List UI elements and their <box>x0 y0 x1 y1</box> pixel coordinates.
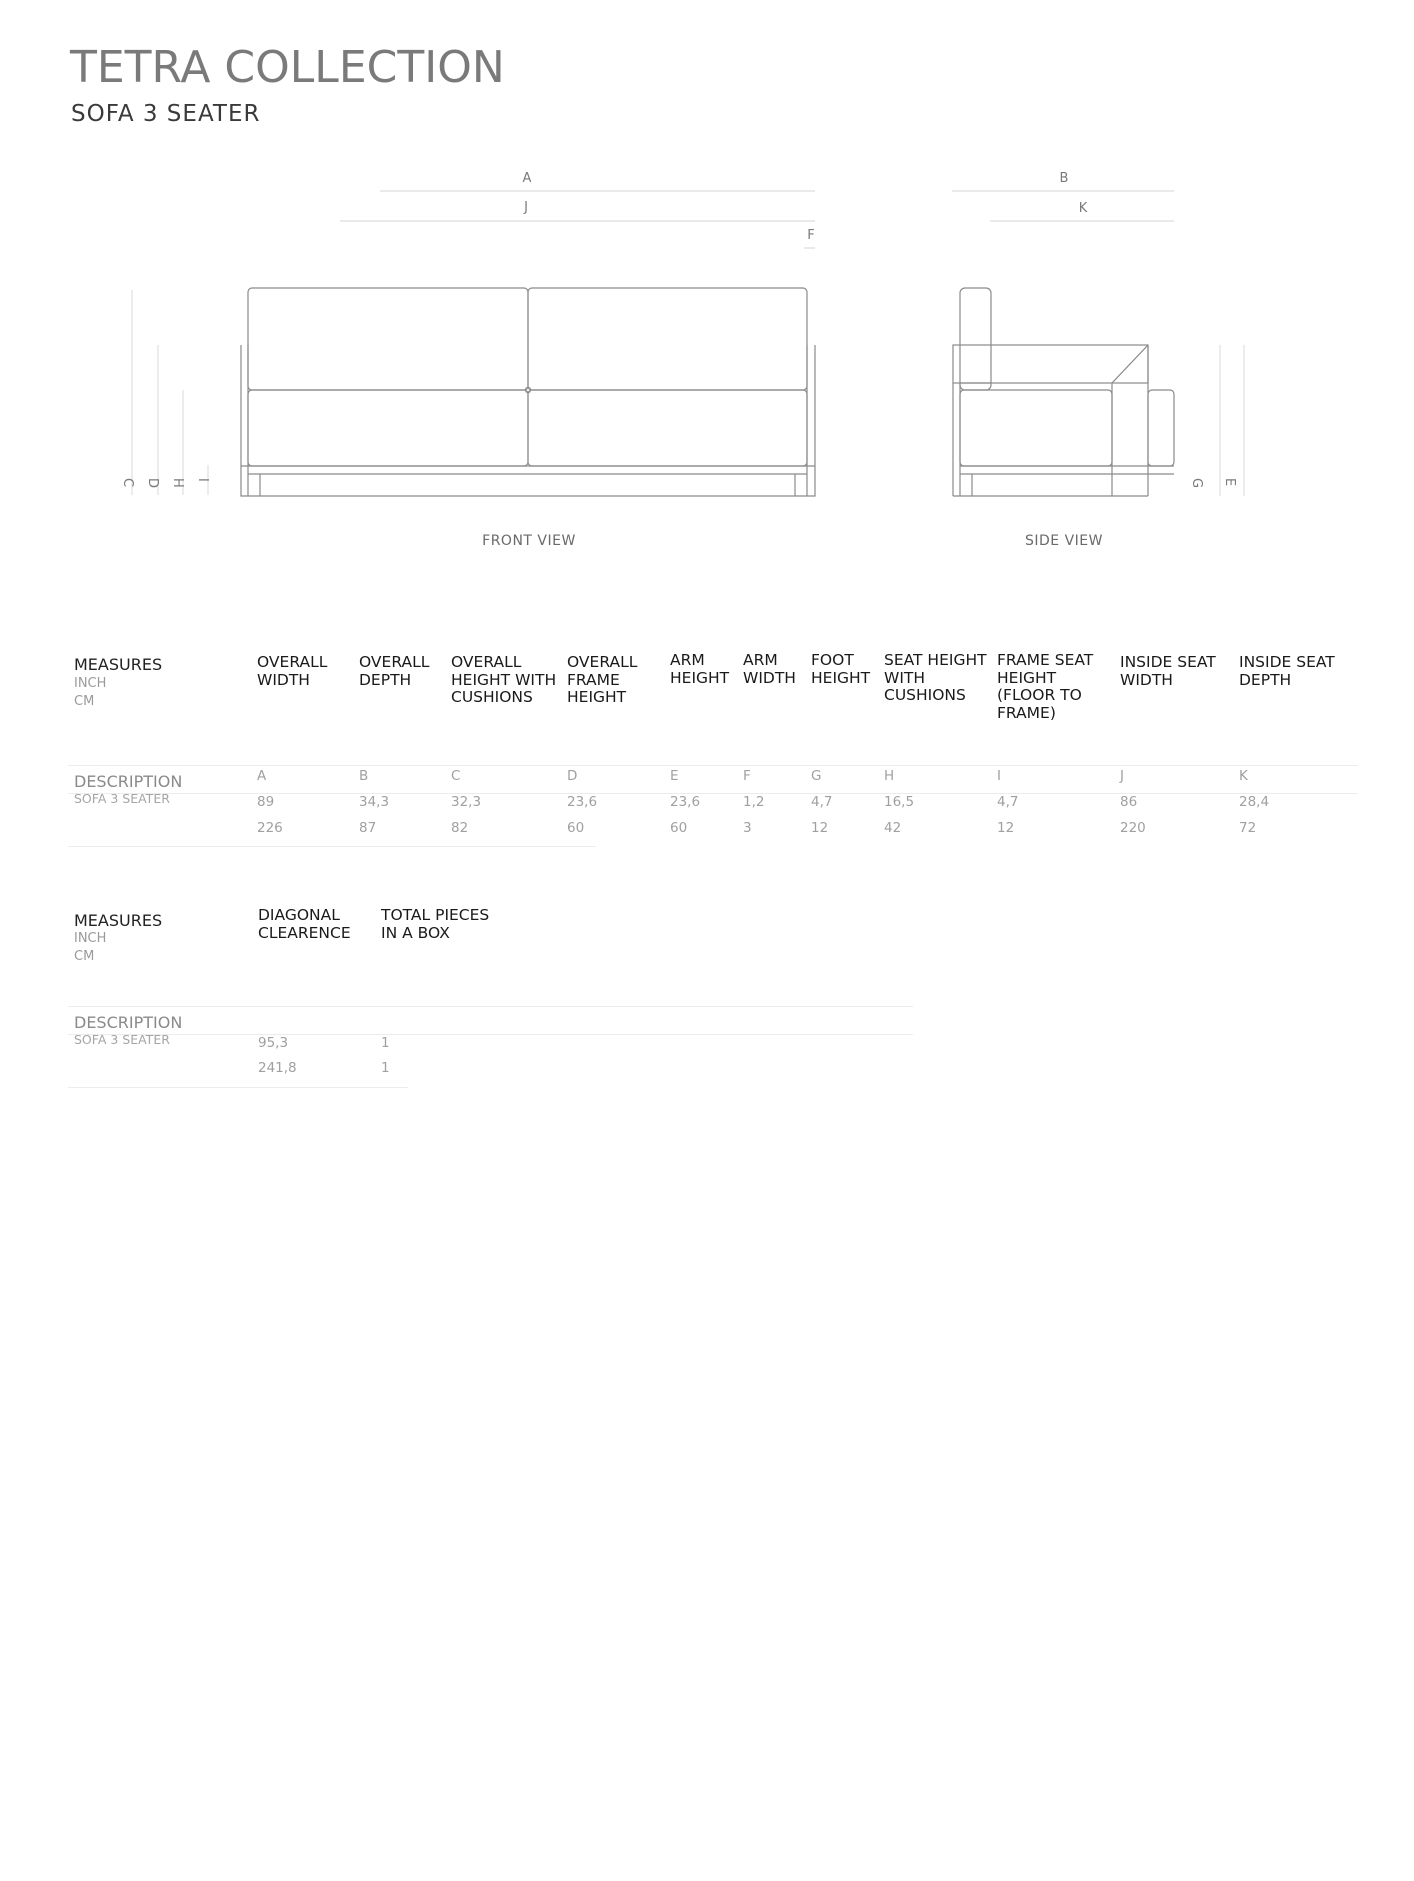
cell-inch: 16,5 <box>884 794 915 810</box>
product-name: SOFA 3 SEATER <box>74 1032 170 1047</box>
col-header-inside-seat-width: INSIDE SEAT WIDTH <box>1120 653 1216 689</box>
product-subtitle: SOFA 3 SEATER <box>71 101 261 127</box>
cell-cm: 60 <box>567 820 585 836</box>
description-heading: DESCRIPTION <box>74 772 183 791</box>
technical-drawing <box>0 0 1414 580</box>
cell-inch: 32,3 <box>451 794 482 810</box>
cell-inch: 1 <box>381 1035 390 1051</box>
col-header-inside-seat-depth: INSIDE SEAT DEPTH <box>1239 653 1335 689</box>
cell-inch: 23,6 <box>567 794 598 810</box>
cell-cm: 82 <box>451 820 469 836</box>
cm-label: CM <box>74 949 95 964</box>
dim-letter-g: G <box>1189 478 1204 489</box>
inch-label: INCH <box>74 676 107 691</box>
cell-inch: 95,3 <box>258 1035 289 1051</box>
cell-cm: 1 <box>381 1060 390 1076</box>
cell-cm: 12 <box>811 820 829 836</box>
dim-letter-i: I <box>195 478 210 482</box>
cell-inch: 34,3 <box>359 794 390 810</box>
measures-heading: MEASURES <box>74 655 163 674</box>
cell-cm: 12 <box>997 820 1015 836</box>
cell-cm: 3 <box>743 820 752 836</box>
dim-letter-j: J <box>524 200 528 215</box>
col-header-overall-depth: OVERALL DEPTH <box>359 653 430 689</box>
cell-letter: B <box>359 768 369 784</box>
cell-inch: 86 <box>1120 794 1138 810</box>
col-header-frame-height: OVERALL FRAME HEIGHT <box>567 653 638 706</box>
cell-cm: 226 <box>257 820 283 836</box>
description-heading: DESCRIPTION <box>74 1013 183 1032</box>
cell-cm: 241,8 <box>258 1060 297 1076</box>
front-view-label: FRONT VIEW <box>482 533 576 549</box>
cell-letter: A <box>257 768 267 784</box>
cell-letter: F <box>743 768 751 784</box>
dim-letter-h: H <box>170 478 185 488</box>
dim-letter-b: B <box>1059 171 1069 186</box>
cell-inch: 4,7 <box>811 794 833 810</box>
cell-cm: 72 <box>1239 820 1257 836</box>
cell-letter: I <box>997 768 1001 784</box>
cell-letter: J <box>1120 768 1124 784</box>
cell-letter: H <box>884 768 895 784</box>
cell-letter: K <box>1239 768 1248 784</box>
cell-inch: 1,2 <box>743 794 765 810</box>
cell-inch: 89 <box>257 794 275 810</box>
cm-label: CM <box>74 694 95 709</box>
col-header-overall-width: OVERALL WIDTH <box>257 653 328 689</box>
cell-letter: C <box>451 768 461 784</box>
dim-letter-f: F <box>807 228 815 243</box>
col-header-seat-height: SEAT HEIGHT WITH CUSHIONS <box>884 651 987 704</box>
collection-title: TETRA COLLECTION <box>70 42 505 93</box>
dim-letter-c: C <box>120 478 135 488</box>
measures-heading: MEASURES <box>74 911 163 930</box>
inch-label: INCH <box>74 931 107 946</box>
cell-letter: G <box>811 768 822 784</box>
col-header-frame-seat-height: FRAME SEAT HEIGHT (FLOOR TO FRAME) <box>997 651 1094 722</box>
col-header-arm-width: ARM WIDTH <box>743 651 796 687</box>
cell-letter: D <box>567 768 578 784</box>
cell-cm: 42 <box>884 820 902 836</box>
side-view-label: SIDE VIEW <box>1025 533 1103 549</box>
dim-letter-k: K <box>1078 201 1088 216</box>
dim-letter-d: D <box>145 478 160 489</box>
col-header-overall-height: OVERALL HEIGHT WITH CUSHIONS <box>451 653 557 706</box>
cell-inch: 4,7 <box>997 794 1019 810</box>
col-header-arm-height: ARM HEIGHT <box>670 651 730 687</box>
col-header-diagonal-clearence: DIAGONAL CLEARENCE <box>258 906 351 942</box>
cell-cm: 87 <box>359 820 377 836</box>
cell-inch: 28,4 <box>1239 794 1270 810</box>
dim-letter-a: A <box>522 171 532 186</box>
cell-cm: 220 <box>1120 820 1146 836</box>
col-header-total-pieces: TOTAL PIECES IN A BOX <box>381 906 490 942</box>
dim-letter-e: E <box>1222 478 1237 487</box>
cell-letter: E <box>670 768 679 784</box>
cell-inch: 23,6 <box>670 794 701 810</box>
col-header-foot-height: FOOT HEIGHT <box>811 651 871 687</box>
product-name: SOFA 3 SEATER <box>74 791 170 806</box>
cell-cm: 60 <box>670 820 688 836</box>
